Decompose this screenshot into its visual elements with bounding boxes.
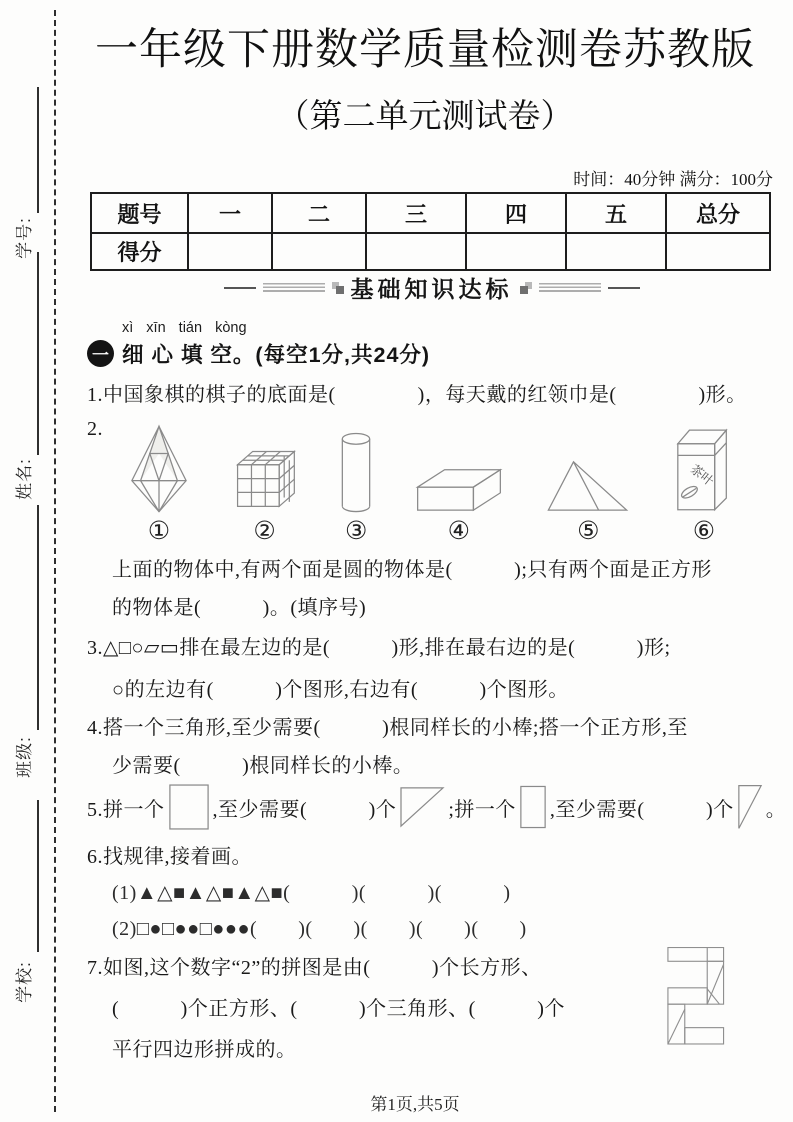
banner-line-icon [224, 287, 256, 289]
right-triangle-figure [399, 786, 445, 828]
question-7-line2: ( )个正方形、( )个三角形、( )个 [112, 998, 565, 1020]
cylinder-figure [339, 432, 373, 514]
score-cell [666, 233, 770, 270]
margin-label-student-id: 学号: [15, 217, 34, 259]
score-table-score-row [91, 233, 770, 270]
question-6-intro: 6.找规律,接着画。 [87, 846, 252, 868]
blank-line [37, 87, 39, 213]
margin-label-school: 学校: [15, 961, 34, 1003]
object-3-label: ③ [344, 518, 368, 545]
faceted-pyramid-figure [128, 424, 190, 514]
question-3-line2: ○的左边有( )个图形,右边有( )个图形。 [112, 679, 569, 701]
question-4-line2: 少需要( )根同样长的小棒。 [112, 755, 414, 777]
score-cell [566, 233, 666, 270]
question-5-part3: ;拼一个 [448, 798, 516, 821]
section1-title: 细 心 填 空。(每空1分,共24分) [122, 343, 431, 367]
question-2-number: 2. [87, 418, 103, 440]
pinyin-hint: xì xīn tián kòng [122, 320, 247, 336]
blank-line [37, 252, 39, 455]
paper-subtitle: （第二单元测试卷） [276, 99, 574, 135]
question-4-line1: 4.搭一个三角形,至少需要( )根同样长的小棒;搭一个正方形,至 [87, 717, 688, 739]
th-part-3: 三 [366, 193, 466, 233]
score-cell [188, 233, 272, 270]
dashed-cut-line [54, 10, 56, 1112]
score-cell [272, 233, 366, 270]
question-6-pattern-1: (1)▲△■▲△■▲△■( )( )( ) [112, 882, 511, 904]
question-5-part5: 。 [765, 798, 787, 821]
question-1-text: 1.中国象棋的棋子的底面是( )，每天戴的红领巾是( )形。 [87, 384, 747, 406]
margin-label-class: 班级: [15, 736, 34, 778]
object-4-cuboid [413, 464, 505, 544]
object-3-cylinder [339, 432, 373, 544]
rectangle-figure [519, 784, 547, 830]
banner-title: 基础知识达标 [350, 276, 513, 302]
question-7-line3: 平行四边形拼成的。 [112, 1039, 297, 1061]
score-row-label: 得分 [91, 233, 188, 270]
cuboid-figure [413, 464, 505, 514]
th-total: 总分 [666, 193, 770, 233]
object-5-label: ⑤ [577, 518, 600, 545]
tea-box-figure [672, 422, 736, 514]
object-1-pyramid [128, 424, 190, 544]
score-cell [366, 233, 466, 270]
section1-heading [87, 338, 430, 369]
score-table [90, 192, 771, 271]
question-2-line2: 的物体是( )。(填序号) [112, 597, 367, 619]
object-5-triangular-prism [544, 456, 632, 544]
th-part-2: 二 [272, 193, 366, 233]
time-score-meta: 时间：40分钟 满分：100分 [573, 170, 773, 189]
question-5 [87, 783, 786, 831]
question-5-part2: ,至少需要( )个 [212, 798, 397, 821]
question-7-line1: 7.如图,这个数字“2”的拼图是由( )个长方形、 [87, 957, 542, 979]
banner-square-icon [332, 282, 344, 294]
object-4-label: ④ [447, 518, 470, 545]
th-part-1: 一 [188, 193, 272, 233]
number-2-tangram-figure [667, 947, 725, 1045]
narrow-right-triangle-figure [737, 783, 763, 831]
triangular-prism-figure [544, 456, 632, 514]
object-6-tea-box [672, 422, 736, 544]
banner-line-icon [608, 287, 640, 289]
blank-line [37, 800, 39, 952]
banner-square-icon [520, 282, 532, 294]
blank-line [37, 505, 39, 730]
rubiks-cube-figure [230, 440, 300, 514]
page-footer: 第1页,共5页 [370, 1095, 460, 1114]
question-6-pattern-2: (2)□●□●●□●●●( )( )( )( )( ) [112, 918, 527, 940]
th-part-4: 四 [466, 193, 566, 233]
section-banner [85, 271, 778, 304]
question-2-objects [128, 422, 736, 544]
paper-title: 一年级下册数学质量检测卷苏教版 [95, 27, 755, 74]
object-2-cube [230, 440, 300, 544]
tea-box-label: 茶叶 [687, 462, 717, 489]
margin-label-name: 姓名: [15, 458, 34, 500]
th-question-no: 题号 [91, 193, 188, 233]
question-2-line1: 上面的物体中,有两个面是圆的物体是( );只有两个面是正方形 [112, 559, 712, 581]
score-table-header-row [91, 193, 770, 233]
question-5-part4: ,至少需要( )个 [549, 798, 734, 821]
banner-stripes-icon [539, 283, 601, 292]
object-6-label: ⑥ [692, 518, 716, 545]
section-number-icon: 一 [87, 340, 114, 367]
banner-stripes-icon [263, 283, 325, 292]
th-part-5: 五 [566, 193, 666, 233]
question-5-part1: 5.拼一个 [87, 798, 165, 821]
question-3-line1: 3.△□○▱▭排在最左边的是( )形,排在最右边的是( )形; [87, 637, 671, 659]
square-figure [168, 783, 210, 831]
object-2-label: ② [253, 518, 276, 545]
object-1-label: ① [147, 518, 171, 545]
score-cell [466, 233, 566, 270]
